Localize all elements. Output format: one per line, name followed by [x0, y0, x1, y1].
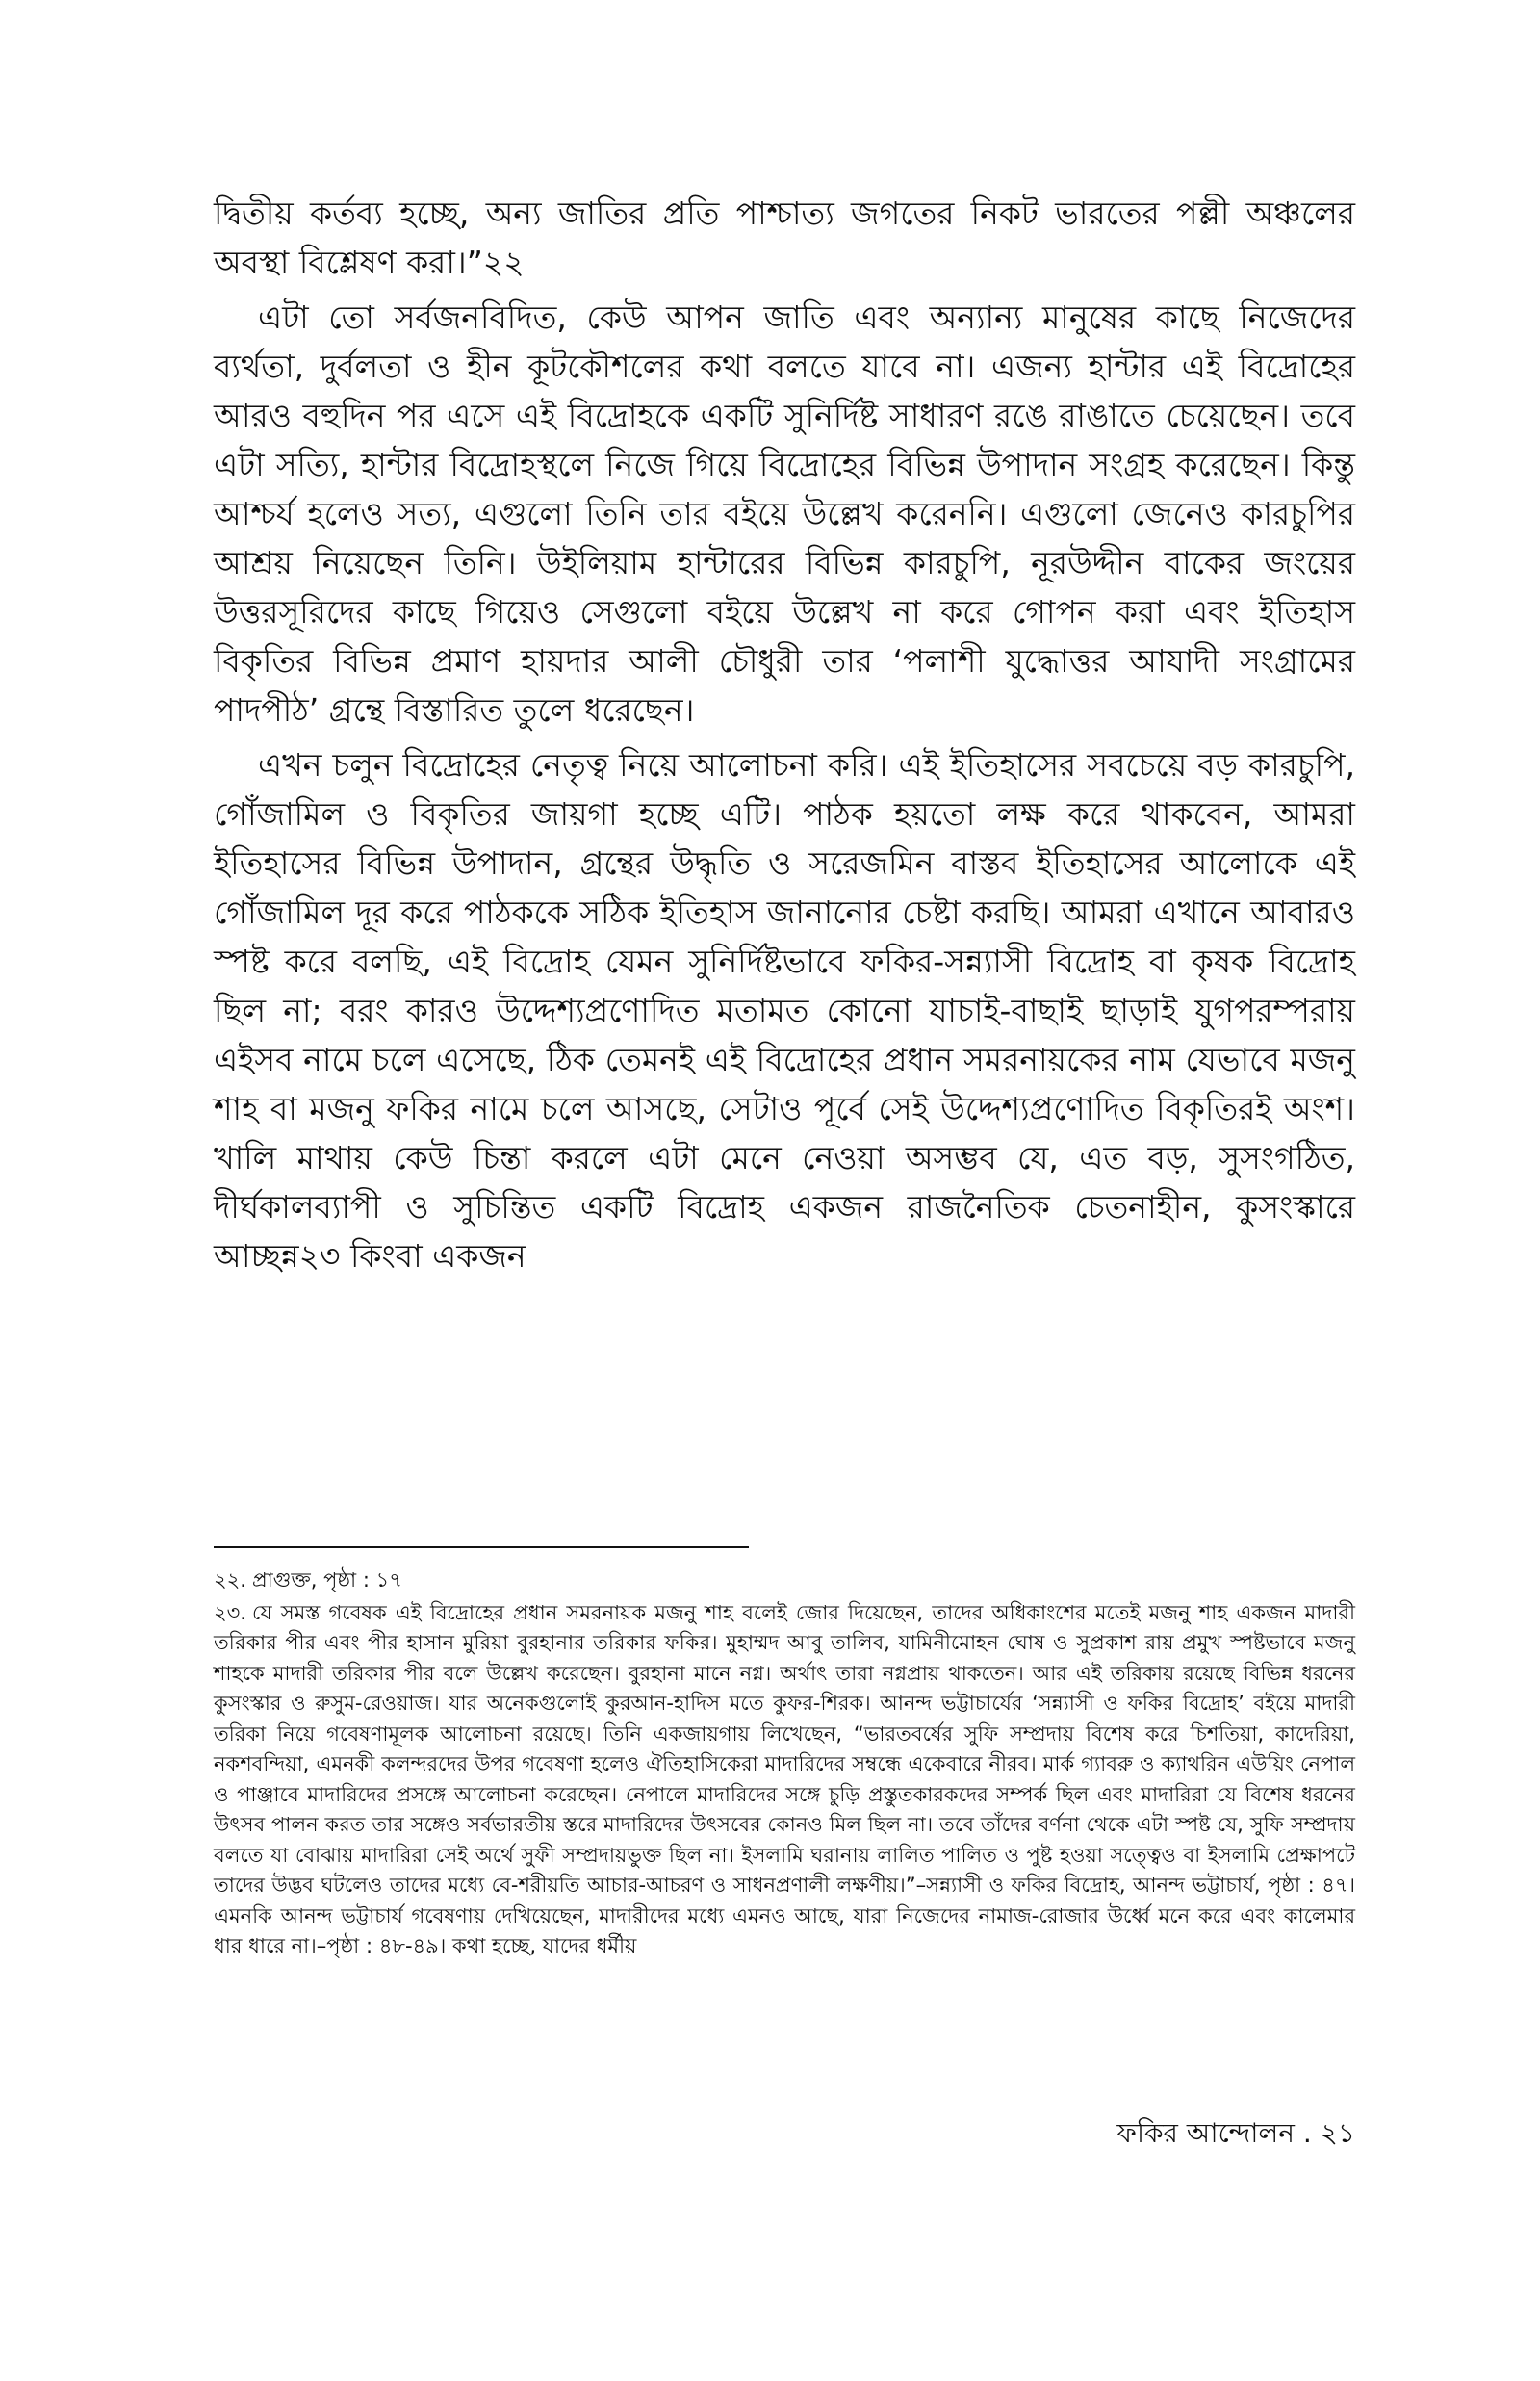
footnote-text: যে সমস্ত গবেষক এই বিদ্রোহের প্রধান সমরনায়ক মজনু শাহ বলেই জোর দিয়েছেন, তাদের অধিকাংশের মতেই মজনু শাহ একজন মাদারী তরিকার পীর এবং পীর হাসান মুরিয়া বুরহানার তরিকার ফকির। মুহাম্মদ আবু তালিব, যামিনীমোহন ঘোষ ও সুপ্রকাশ রায় প্রমুখ স্পষ্টভাবে মজনু শাহকে মাদারী তরিকার পীর বলে উল্লেখ করেছেন। বুরহানা মানে নগ্ন। অর্থাৎ তারা নগ্নপ্রায় থাকতেন। আর এই তরিকায় রয়েছে বিভিন্ন ধরনের কুসংস্কার ও রুসুম-রেওয়াজ। যার অনেকগুলোই কুরআন-হাদিস মতে কুফর-শিরক। আনন্দ ভট্টাচার্যের ‘সন্ন্যাসী ও ফকির বিদ্রোহ’ বইয়ে মাদারী তরিকা নিয়ে গবেষণামূলক আলোচনা রয়েছে। তিনি একজায়গায় লিখেছেন, “ভারতবর্ষের সুফি সম্প্রদায় বিশেষ করে চিশতিয়া, কাদেরিয়া, নকশবন্দিয়া, এমনকী কলন্দরদের উপর গবেষণা হলেও ঐতিহাসিকেরা মাদারিদের সম্বন্ধে একেবারে নীরব। মার্ক গ্যাবরু ও ক্যাথরিন এউয়িং নেপাল ও পাঞ্জাবে মাদারিদের প্রসঙ্গে আলোচনা করেছেন। নেপালে মাদারিদের সঙ্গে চুড়ি প্রস্তুতকারকদের সম্পর্ক ছিল এবং মাদারিরা যে বিশেষ ধরনের উৎসব পালন করত তার সঙ্গেও সর্বভারতীয় স্তরে মাদারিদের উৎসবের কোনও মিল ছিল না। তবে তাঁদের বর্ণনা থেকে এটা স্পষ্ট যে, সুফি সম্প্রদায় বলতে যা বোঝায় মাদারিরা সেই অর্থে সুফী সম্প্রদায়ভুক্ত ছিল না। ইসলামি ঘরানায় লালিত পালিত ও পুষ্ট হওয়া সত্ত্বেও বা ইসলামি প্রেক্ষাপটে তাদের উদ্ভব ঘটলেও তাদের মধ্যে বে-শরীয়তি আচার-আচরণ ও সাধনপ্রণালী লক্ষণীয়।”–সন্ন্যাসী ও ফকির বিদ্রোহ, আনন্দ ভট্টাচার্য, পৃষ্ঠা : ৪৭। এমনকি আনন্দ ভট্টাচার্য গবেষণায় দেখিয়েছেন, মাদারীদের মধ্যে এমনও আছে, যারা নিজেদের নামাজ-রোজার উর্ধ্বে মনে করে এবং কালেমার ধার ধারে না।–পৃষ্ঠা : ৪৮-৪৯। কথা হচ্ছে, যাদের ধর্মীয় — [214, 1600, 1355, 1957]
footnote-22 — [214, 1566, 1355, 1596]
page-footer: ফকির আন্দোলন . ২১ — [1116, 2117, 1355, 2149]
main-text — [214, 189, 1355, 1286]
footnote-number: ২৩. — [214, 1600, 246, 1624]
footnote-text: প্রাগুক্ত, পৃষ্ঠা : ১৭ — [251, 1568, 402, 1592]
footnote-number: ২২. — [214, 1568, 246, 1592]
paragraph-3: এখন চলুন বিদ্রোহের নেতৃত্ব নিয়ে আলোচনা করি। এই ইতিহাসের সবচেয়ে বড় কারচুপি, গোঁজামিল ও বিকৃতির জায়গা হচ্ছে এটি। পাঠক হয়তো লক্ষ করে থাকবেন, আমরা ইতিহাসের বিভিন্ন উপাদান, গ্রন্থের উদ্ধৃতি ও সরেজমিন বাস্তব ইতিহাসের আলোকে এই গোঁজামিল দূর করে পাঠককে সঠিক ইতিহাস জানানোর চেষ্টা করছি। আমরা এখানে আবারও স্পষ্ট করে বলছি, এই বিদ্রোহ যেমন সুনির্দিষ্টভাবে ফকির-সন্ন্যাসী বিদ্রোহ বা কৃষক বিদ্রোহ ছিল না; বরং কারও উদ্দেশ্যপ্রণোদিত মতামত কোনো যাচাই-বাছাই ছাড়াই যুগপরম্পরায় এইসব নামে চলে এসেছে, ঠিক তেমনই এই বিদ্রোহের প্রধান সমরনায়কের নাম যেভাবে মজনু শাহ বা মজনু ফকির নামে চলে আসছে, সেটাও পূর্বে সেই উদ্দেশ্যপ্রণোদিত বিকৃতিরই অংশ। খালি মাথায় কেউ চিন্তা করলে এটা মেনে নেওয়া অসম্ভব যে, এত বড়, সুসংগঠিত, দীর্ঘকালব্যাপী ও সুচিন্তিত একটি বিদ্রোহ একজন রাজনৈতিক চেতনাহীন, কুসংস্কারে আচ্ছন্ন২৩ কিংবা একজন — [214, 746, 1355, 1275]
footnote-separator — [214, 1546, 749, 1548]
footnote-23 — [214, 1598, 1355, 1962]
paragraph-1: দ্বিতীয় কর্তব্য হচ্ছে, অন্য জাতির প্রতি পাশ্চাত্য জগতের নিকট ভারতের পল্লী অঞ্চলের অবস্থা বিশ্লেষণ করা।”২২ — [214, 194, 1355, 281]
paragraph-2: এটা তো সর্বজনবিদিত, কেউ আপন জাতি এবং অন্যান্য মানুষের কাছে নিজেদের ব্যর্থতা, দুর্বলতা ও হীন কূটকৌশলের কথা বলতে যাবে না। এজন্য হান্টার এই বিদ্রোহের আরও বহুদিন পর এসে এই বিদ্রোহকে একটি সুনির্দিষ্ট সাধারণ রঙে রাঙাতে চেয়েছেন। তবে এটা সত্যি, হান্টার বিদ্রোহস্থলে নিজে গিয়ে বিদ্রোহের বিভিন্ন উপাদান সংগ্রহ করেছেন। কিন্তু আশ্চর্য হলেও সত্য, এগুলো তিনি তার বইয়ে উল্লেখ করেননি। এগুলো জেনেও কারচুপির আশ্রয় নিয়েছেন তিনি। উইলিয়াম হান্টারের বিভিন্ন কারচুপি, নূরউদ্দীন বাকের জংয়ের উত্তরসূরিদের কাছে গিয়েও সেগুলো বইয়ে উল্লেখ না করে গোপন করা এবং ইতিহাস বিকৃতির বিভিন্ন প্রমাণ হায়দার আলী চৌধুরী তার ‘পলাশী যুদ্ধোত্তর আযাদী সংগ্রামের পাদপীঠ’ গ্রন্থে বিস্তারিত তুলে ধরেছেন। — [214, 298, 1355, 729]
footnotes — [214, 1566, 1355, 1964]
